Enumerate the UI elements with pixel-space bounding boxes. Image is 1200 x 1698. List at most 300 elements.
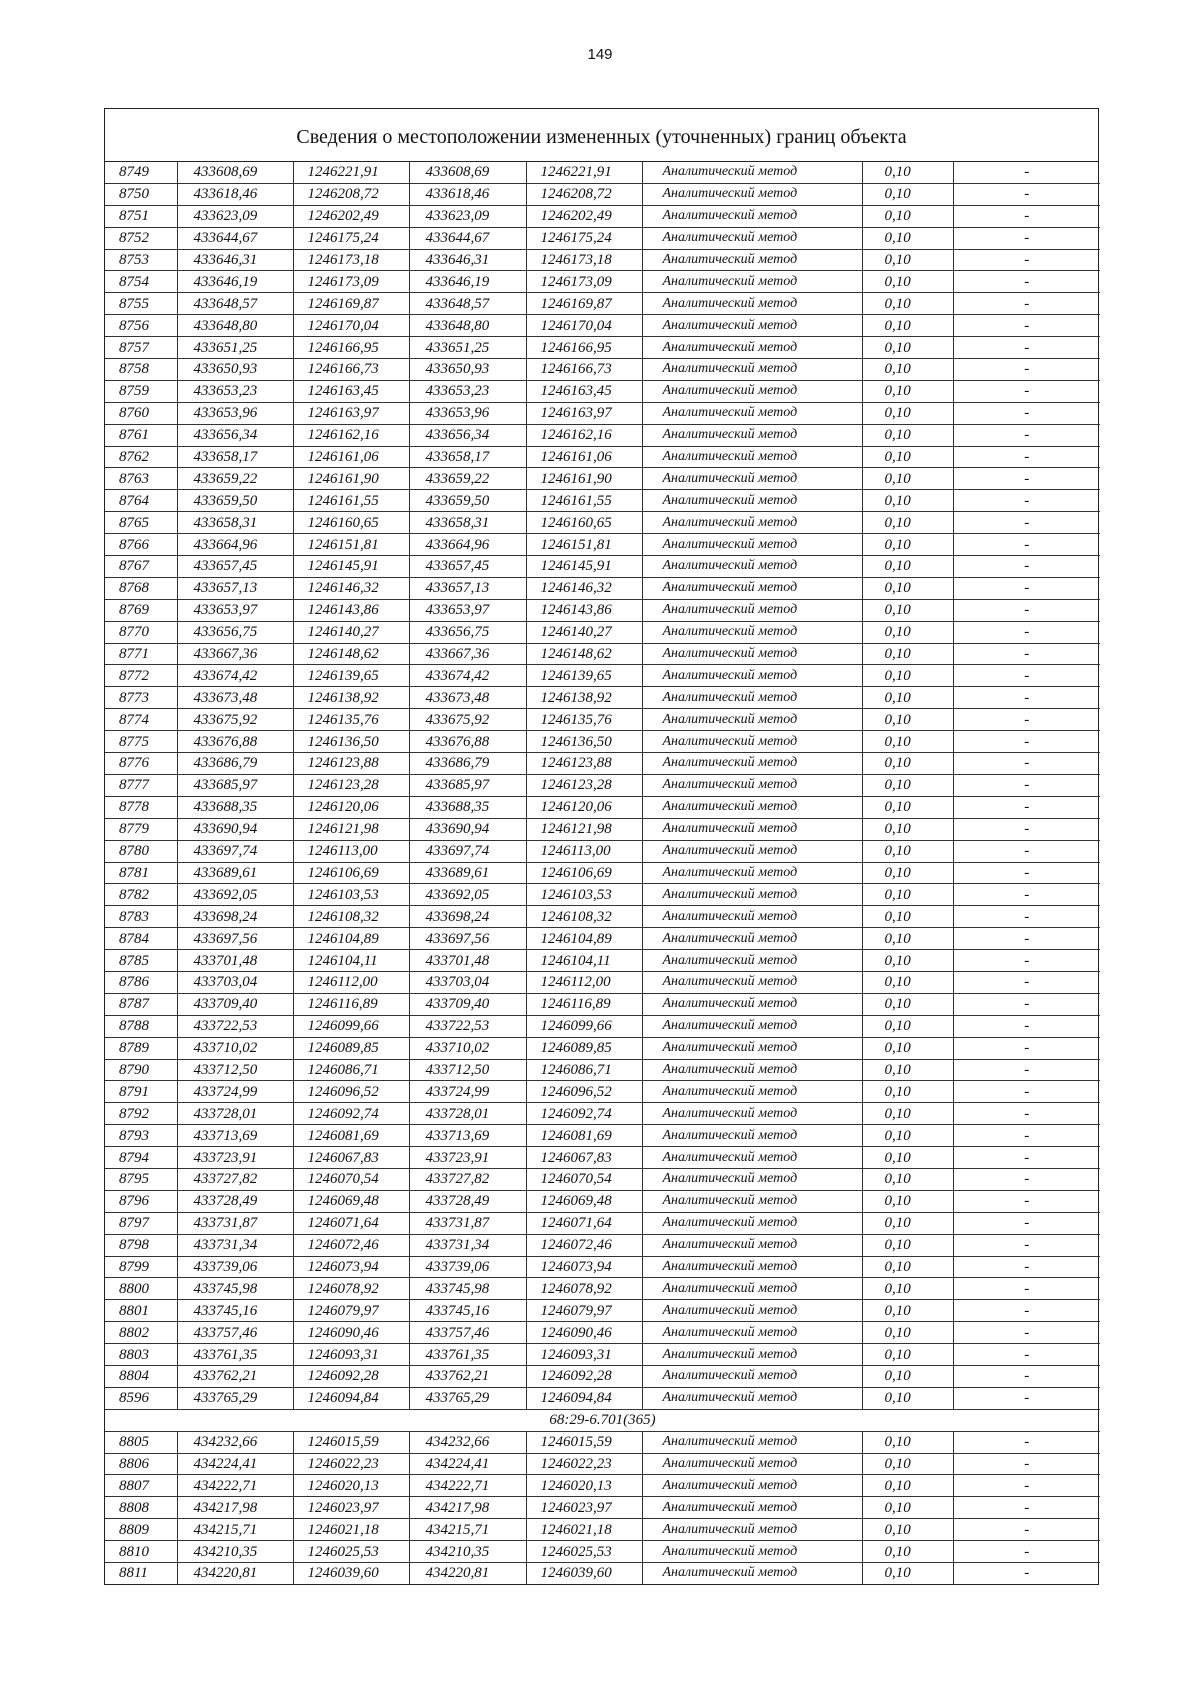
note-cell: - [953,271,1100,293]
y-refined-cell: 1246208,72 [526,183,642,205]
y-refined-cell: 1246123,28 [526,774,642,796]
note-cell: - [953,687,1100,709]
table-row [105,731,1100,753]
y-refined-cell: 1246092,28 [526,1365,642,1387]
accuracy-cell: 0,10 [862,1081,953,1103]
table-row [105,1563,1100,1584]
y-refined-cell: 1246163,45 [526,380,642,402]
y-refined-cell: 1246104,11 [526,950,642,972]
accuracy-cell: 0,10 [862,337,953,359]
point-number-cell: 8772 [105,665,177,687]
accuracy-cell: 0,10 [862,774,953,796]
x-refined-cell: 433673,48 [409,687,526,709]
method-cell: Аналитический метод [642,840,862,862]
x-existing-cell: 433648,57 [177,293,293,315]
method-cell: Аналитический метод [642,1519,862,1541]
page-number: 149 [587,46,613,63]
y-existing-cell: 1246169,87 [293,293,409,315]
point-number-cell: 8774 [105,709,177,731]
x-refined-cell: 433656,75 [409,621,526,643]
point-number-cell: 8765 [105,512,177,534]
y-refined-cell: 1246103,53 [526,884,642,906]
y-existing-cell: 1246136,50 [293,731,409,753]
x-refined-cell: 433658,17 [409,446,526,468]
accuracy-cell: 0,10 [862,402,953,424]
note-cell: - [953,1125,1100,1147]
point-number-cell: 8794 [105,1147,177,1169]
y-refined-cell: 1246120,06 [526,796,642,818]
point-number-cell: 8787 [105,993,177,1015]
point-number-cell: 8783 [105,906,177,928]
x-existing-cell: 433646,19 [177,271,293,293]
y-refined-cell: 1246096,52 [526,1081,642,1103]
y-existing-cell: 1246090,46 [293,1322,409,1344]
x-existing-cell: 433703,04 [177,971,293,993]
y-refined-cell: 1246140,27 [526,621,642,643]
accuracy-cell: 0,10 [862,1387,953,1409]
note-cell: - [953,731,1100,753]
x-existing-cell: 433723,91 [177,1147,293,1169]
x-existing-cell: 433688,35 [177,796,293,818]
point-number-cell: 8777 [105,774,177,796]
point-number-cell: 8786 [105,971,177,993]
point-number-cell: 8788 [105,1015,177,1037]
x-existing-cell: 433676,88 [177,731,293,753]
x-refined-cell: 433709,40 [409,993,526,1015]
note-cell: - [953,315,1100,337]
method-cell: Аналитический метод [642,468,862,490]
accuracy-cell: 0,10 [862,1147,953,1169]
method-cell: Аналитический метод [642,577,862,599]
x-refined-cell: 433646,31 [409,249,526,271]
accuracy-cell: 0,10 [862,731,953,753]
y-existing-cell: 1246120,06 [293,796,409,818]
point-number-cell: 8762 [105,446,177,468]
y-existing-cell: 1246161,90 [293,468,409,490]
method-cell: Аналитический метод [642,1103,862,1125]
accuracy-cell: 0,10 [862,1365,953,1387]
accuracy-cell: 0,10 [862,971,953,993]
point-number-cell: 8758 [105,359,177,381]
y-refined-cell: 1246161,55 [526,490,642,512]
method-cell: Аналитический метод [642,1300,862,1322]
x-existing-cell: 433709,40 [177,993,293,1015]
accuracy-cell: 0,10 [862,1125,953,1147]
y-refined-cell: 1246161,90 [526,468,642,490]
y-refined-cell: 1246138,92 [526,687,642,709]
x-existing-cell: 433618,46 [177,183,293,205]
method-cell: Аналитический метод [642,709,862,731]
method-cell: Аналитический метод [642,884,862,906]
table-row [105,1453,1100,1475]
x-refined-cell: 433728,01 [409,1103,526,1125]
y-existing-cell: 1246021,18 [293,1519,409,1541]
x-existing-cell: 433761,35 [177,1344,293,1366]
y-refined-cell: 1246025,53 [526,1541,642,1563]
y-existing-cell: 1246070,54 [293,1168,409,1190]
y-refined-cell: 1246136,50 [526,731,642,753]
x-existing-cell: 433658,31 [177,512,293,534]
x-refined-cell: 433745,98 [409,1278,526,1300]
y-existing-cell: 1246103,53 [293,884,409,906]
note-cell: - [953,796,1100,818]
x-refined-cell: 433739,06 [409,1256,526,1278]
note-cell: - [953,556,1100,578]
note-cell: - [953,577,1100,599]
note-cell: - [953,1541,1100,1563]
y-refined-cell: 1246151,81 [526,534,642,556]
method-cell: Аналитический метод [642,665,862,687]
x-existing-cell: 433623,09 [177,205,293,227]
accuracy-cell: 0,10 [862,359,953,381]
y-refined-cell: 1246094,84 [526,1387,642,1409]
y-existing-cell: 1246116,89 [293,993,409,1015]
accuracy-cell: 0,10 [862,818,953,840]
x-refined-cell: 433761,35 [409,1344,526,1366]
x-existing-cell: 433653,96 [177,402,293,424]
accuracy-cell: 0,10 [862,1168,953,1190]
accuracy-cell: 0,10 [862,928,953,950]
y-refined-cell: 1246039,60 [526,1563,642,1584]
table-row [105,249,1100,271]
x-existing-cell: 433745,16 [177,1300,293,1322]
table-row [105,1103,1100,1125]
y-refined-cell: 1246160,65 [526,512,642,534]
note-cell: - [953,359,1100,381]
accuracy-cell: 0,10 [862,1256,953,1278]
x-existing-cell: 433765,29 [177,1387,293,1409]
point-number-cell: 8796 [105,1190,177,1212]
y-refined-cell: 1246202,49 [526,205,642,227]
method-cell: Аналитический метод [642,621,862,643]
y-refined-cell: 1246162,16 [526,424,642,446]
table-row [105,928,1100,950]
y-existing-cell: 1246175,24 [293,227,409,249]
x-existing-cell: 433701,48 [177,950,293,972]
point-number-cell: 8791 [105,1081,177,1103]
point-number-cell: 8805 [105,1431,177,1453]
y-refined-cell: 1246161,06 [526,446,642,468]
table-row [105,774,1100,796]
x-refined-cell: 433664,96 [409,534,526,556]
table-row [105,818,1100,840]
x-existing-cell: 433698,24 [177,906,293,928]
note-cell: - [953,665,1100,687]
accuracy-cell: 0,10 [862,1453,953,1475]
note-cell: - [953,1015,1100,1037]
note-cell: - [953,1147,1100,1169]
y-existing-cell: 1246096,52 [293,1081,409,1103]
x-existing-cell: 433658,17 [177,446,293,468]
note-cell: - [953,1497,1100,1519]
note-cell: - [953,709,1100,731]
x-refined-cell: 433703,04 [409,971,526,993]
x-refined-cell: 433689,61 [409,862,526,884]
y-refined-cell: 1246072,46 [526,1234,642,1256]
method-cell: Аналитический метод [642,1234,862,1256]
method-cell: Аналитический метод [642,599,862,621]
method-cell: Аналитический метод [642,1365,862,1387]
accuracy-cell: 0,10 [862,1322,953,1344]
note-cell: - [953,1059,1100,1081]
y-existing-cell: 1246093,31 [293,1344,409,1366]
y-refined-cell: 1246173,18 [526,249,642,271]
x-refined-cell: 433762,21 [409,1365,526,1387]
x-existing-cell: 433731,34 [177,1234,293,1256]
point-number-cell: 8780 [105,840,177,862]
y-existing-cell: 1246067,83 [293,1147,409,1169]
note-cell: - [953,840,1100,862]
accuracy-cell: 0,10 [862,1563,953,1584]
method-cell: Аналитический метод [642,687,862,709]
y-existing-cell: 1246123,28 [293,774,409,796]
point-number-cell: 8759 [105,380,177,402]
method-cell: Аналитический метод [642,643,862,665]
y-existing-cell: 1246112,00 [293,971,409,993]
note-cell: - [953,818,1100,840]
table-row [105,840,1100,862]
x-refined-cell: 434222,71 [409,1475,526,1497]
x-refined-cell: 433698,24 [409,906,526,928]
y-existing-cell: 1246161,55 [293,490,409,512]
table-title: Сведения о местоположении измененных (уточненных) границ объекта [105,109,1098,162]
table-row [105,315,1100,337]
method-cell: Аналитический метод [642,271,862,293]
y-refined-cell: 1246121,98 [526,818,642,840]
x-existing-cell: 433722,53 [177,1015,293,1037]
table-row [105,1212,1100,1234]
x-refined-cell: 433667,36 [409,643,526,665]
table-row [105,1541,1100,1563]
method-cell: Аналитический метод [642,1015,862,1037]
x-existing-cell: 433675,92 [177,709,293,731]
y-existing-cell: 1246079,97 [293,1300,409,1322]
x-refined-cell: 434210,35 [409,1541,526,1563]
note-cell: - [953,183,1100,205]
accuracy-cell: 0,10 [862,424,953,446]
point-number-cell: 8793 [105,1125,177,1147]
x-refined-cell: 433731,34 [409,1234,526,1256]
x-existing-cell: 433608,69 [177,162,293,183]
accuracy-cell: 0,10 [862,993,953,1015]
x-refined-cell: 433757,46 [409,1322,526,1344]
y-refined-cell: 1246106,69 [526,862,642,884]
x-existing-cell: 433745,98 [177,1278,293,1300]
x-existing-cell: 433728,49 [177,1190,293,1212]
y-existing-cell: 1246173,18 [293,249,409,271]
x-refined-cell: 433653,96 [409,402,526,424]
x-existing-cell: 433710,02 [177,1037,293,1059]
table-row [105,512,1100,534]
table-row [105,643,1100,665]
x-refined-cell: 434217,98 [409,1497,526,1519]
point-number-cell: 8773 [105,687,177,709]
note-cell: - [953,1300,1100,1322]
note-cell: - [953,1212,1100,1234]
point-number-cell: 8754 [105,271,177,293]
method-cell: Аналитический метод [642,1212,862,1234]
point-number-cell: 8795 [105,1168,177,1190]
accuracy-cell: 0,10 [862,249,953,271]
table-row [105,621,1100,643]
note-cell: - [953,1387,1100,1409]
accuracy-cell: 0,10 [862,1015,953,1037]
x-existing-cell: 433728,01 [177,1103,293,1125]
y-existing-cell: 1246092,28 [293,1365,409,1387]
y-refined-cell: 1246173,09 [526,271,642,293]
method-cell: Аналитический метод [642,534,862,556]
point-number-cell: 8781 [105,862,177,884]
table-row [105,402,1100,424]
accuracy-cell: 0,10 [862,468,953,490]
y-refined-cell: 1246170,04 [526,315,642,337]
y-refined-cell: 1246145,91 [526,556,642,578]
y-existing-cell: 1246092,74 [293,1103,409,1125]
method-cell: Аналитический метод [642,1147,862,1169]
y-existing-cell: 1246071,64 [293,1212,409,1234]
x-refined-cell: 434224,41 [409,1453,526,1475]
x-refined-cell: 433727,82 [409,1168,526,1190]
table-row [105,1147,1100,1169]
method-cell: Аналитический метод [642,183,862,205]
method-cell: Аналитический метод [642,337,862,359]
table-row [105,1037,1100,1059]
x-refined-cell: 433686,79 [409,753,526,775]
note-cell: - [953,643,1100,665]
x-refined-cell: 434215,71 [409,1519,526,1541]
point-number-cell: 8779 [105,818,177,840]
x-refined-cell: 433656,34 [409,424,526,446]
accuracy-cell: 0,10 [862,227,953,249]
x-refined-cell: 433701,48 [409,950,526,972]
y-existing-cell: 1246022,23 [293,1453,409,1475]
table-row [105,271,1100,293]
table-row [105,753,1100,775]
x-refined-cell: 433765,29 [409,1387,526,1409]
x-existing-cell: 433657,45 [177,556,293,578]
y-refined-cell: 1246108,32 [526,906,642,928]
table-row [105,1234,1100,1256]
x-refined-cell: 433723,91 [409,1147,526,1169]
y-refined-cell: 1246112,00 [526,971,642,993]
x-existing-cell: 433686,79 [177,753,293,775]
x-refined-cell: 433650,93 [409,359,526,381]
accuracy-cell: 0,10 [862,490,953,512]
method-cell: Аналитический метод [642,359,862,381]
accuracy-cell: 0,10 [862,556,953,578]
method-cell: Аналитический метод [642,424,862,446]
method-cell: Аналитический метод [642,205,862,227]
x-existing-cell: 433664,96 [177,534,293,556]
y-existing-cell: 1246221,91 [293,162,409,183]
accuracy-cell: 0,10 [862,271,953,293]
note-cell: - [953,862,1100,884]
table-row [105,1475,1100,1497]
x-refined-cell: 433648,57 [409,293,526,315]
note-cell: - [953,1475,1100,1497]
y-refined-cell: 1246020,13 [526,1475,642,1497]
y-refined-cell: 1246069,48 [526,1190,642,1212]
method-cell: Аналитический метод [642,402,862,424]
point-number-cell: 8775 [105,731,177,753]
note-cell: - [953,774,1100,796]
table-row [105,446,1100,468]
y-refined-cell: 1246123,88 [526,753,642,775]
y-existing-cell: 1246020,13 [293,1475,409,1497]
point-number-cell: 8806 [105,1453,177,1475]
y-existing-cell: 1246078,92 [293,1278,409,1300]
y-refined-cell: 1246092,74 [526,1103,642,1125]
point-number-cell: 8769 [105,599,177,621]
x-refined-cell: 433659,22 [409,468,526,490]
x-refined-cell: 433724,99 [409,1081,526,1103]
table-row [105,577,1100,599]
method-cell: Аналитический метод [642,380,862,402]
table-row [105,884,1100,906]
note-cell: - [953,1256,1100,1278]
method-cell: Аналитический метод [642,1563,862,1584]
x-refined-cell: 433658,31 [409,512,526,534]
x-existing-cell: 433697,56 [177,928,293,950]
x-refined-cell: 433676,88 [409,731,526,753]
point-number-cell: 8764 [105,490,177,512]
y-refined-cell: 1246221,91 [526,162,642,183]
point-number-cell: 8782 [105,884,177,906]
x-refined-cell: 433653,97 [409,599,526,621]
point-number-cell: 8761 [105,424,177,446]
point-number-cell: 8767 [105,556,177,578]
accuracy-cell: 0,10 [862,687,953,709]
table-row [105,950,1100,972]
method-cell: Аналитический метод [642,774,862,796]
y-refined-cell: 1246071,64 [526,1212,642,1234]
table-row [105,534,1100,556]
method-cell: Аналитический метод [642,862,862,884]
y-refined-cell: 1246021,18 [526,1519,642,1541]
accuracy-cell: 0,10 [862,1300,953,1322]
y-existing-cell: 1246166,95 [293,337,409,359]
x-existing-cell: 433727,82 [177,1168,293,1190]
table-row [105,687,1100,709]
x-existing-cell: 433692,05 [177,884,293,906]
point-number-cell: 8785 [105,950,177,972]
note-cell: - [953,753,1100,775]
y-refined-cell: 1246093,31 [526,1344,642,1366]
method-cell: Аналитический метод [642,1190,862,1212]
accuracy-cell: 0,10 [862,753,953,775]
method-cell: Аналитический метод [642,556,862,578]
y-existing-cell: 1246094,84 [293,1387,409,1409]
table-row [105,993,1100,1015]
table-row [105,162,1100,183]
accuracy-cell: 0,10 [862,577,953,599]
x-refined-cell: 433653,23 [409,380,526,402]
accuracy-cell: 0,10 [862,1234,953,1256]
y-existing-cell: 1246208,72 [293,183,409,205]
table-row [105,1300,1100,1322]
accuracy-cell: 0,10 [862,315,953,337]
x-existing-cell: 433731,87 [177,1212,293,1234]
y-refined-cell: 1246135,76 [526,709,642,731]
point-number-cell: 8749 [105,162,177,183]
y-existing-cell: 1246151,81 [293,534,409,556]
y-existing-cell: 1246113,00 [293,840,409,862]
method-cell: Аналитический метод [642,1059,862,1081]
y-refined-cell: 1246166,73 [526,359,642,381]
x-refined-cell: 433608,69 [409,162,526,183]
x-existing-cell: 433646,31 [177,249,293,271]
accuracy-cell: 0,10 [862,205,953,227]
